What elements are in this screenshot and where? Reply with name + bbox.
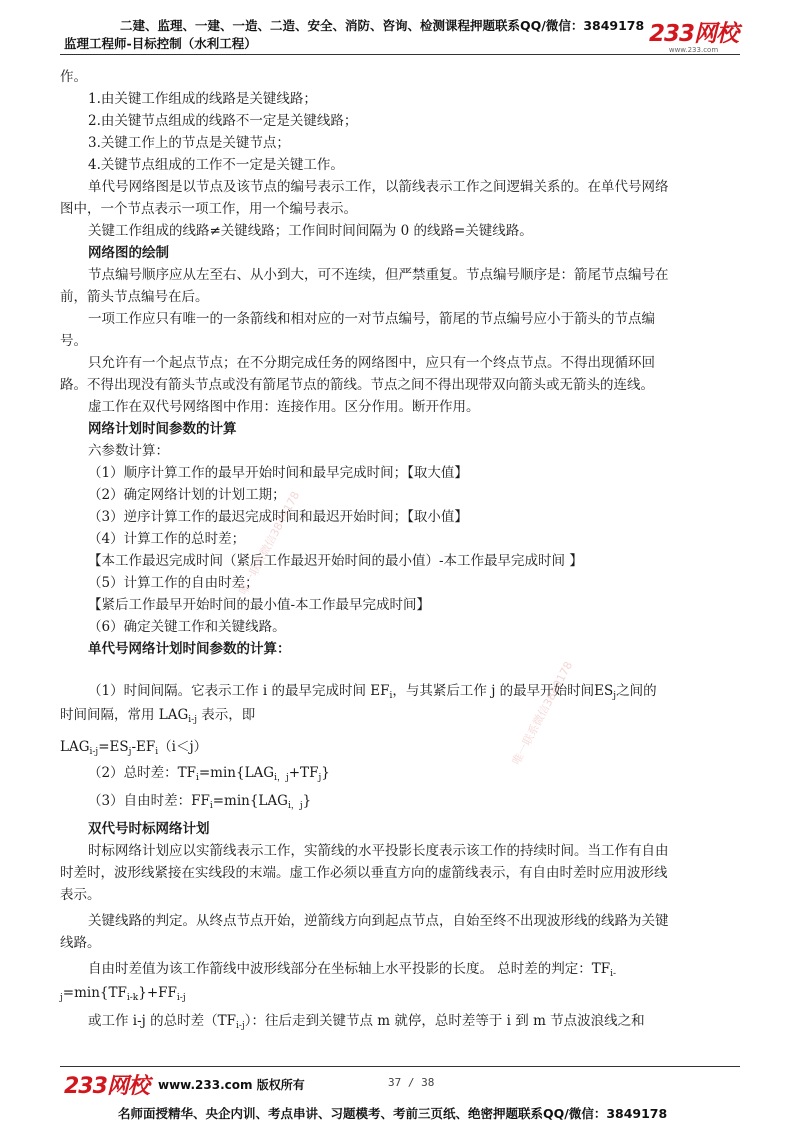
text-run: =min{TF — [62, 985, 127, 1001]
subscript: i-j — [176, 993, 186, 1003]
subscript: i — [195, 773, 199, 783]
text-run: （i＜j） — [158, 739, 208, 755]
section-heading: 单代号网络计划时间参数的计算： — [88, 641, 291, 657]
list-item: 3.关键工作上的节点是关键节点； — [88, 135, 290, 151]
subscript: i-j — [89, 747, 99, 757]
section-heading: 双代号时标网络计划 — [88, 821, 210, 837]
paragraph-line: 只允许有一个起点节点；在不分期完成任务的网络图中，应只有一个终点节点。不得出现循环回 — [88, 355, 655, 371]
brand-logo — [649, 22, 738, 54]
paragraph-line: 节点编号顺序应从左至右、从小到大，可不连续，但严禁重复。节点编号顺序是：箭尾节点编号在 — [88, 267, 669, 283]
text-run: 时间间隔，常用 LAG — [60, 707, 189, 723]
subscript: i — [209, 801, 213, 811]
subscript: i-j — [188, 715, 198, 725]
subscript: i，j — [274, 773, 289, 783]
text-run: =ES — [98, 739, 129, 755]
subscript: j — [613, 691, 617, 701]
paragraph-line — [60, 680, 768, 702]
paragraph-line: 时差时，波形线紧接在实线段的末端。虚工作必须以垂直方向的虚箭线表示，有自由时差时应用波形线 — [60, 865, 668, 881]
page-number: 37 / 38 — [388, 1076, 435, 1089]
formula-line — [60, 736, 740, 758]
text-run: LAG — [60, 739, 90, 755]
paragraph-line: 六参数计算： — [88, 443, 169, 459]
list-item: （4）计算工作的总时差； — [88, 531, 246, 547]
paragraph-line: 表示。 — [60, 887, 101, 903]
formula-line — [60, 762, 768, 784]
text-run: } — [302, 793, 312, 809]
text-run: }+FF — [138, 985, 177, 1001]
paragraph-line: 一项工作应只有唯一的一条箭线和相对应的一对节点编号，箭尾的节点编号应小于箭头的节点编 — [88, 311, 655, 327]
list-item: （5）计算工作的自由时差； — [88, 575, 259, 591]
text-run: ）：往后走到关键节点 m 就停，总时差等于 i 到 m 节点波浪线之和 — [244, 1013, 645, 1029]
text-run: 或工作 i-j 的总时差（TF — [88, 1013, 237, 1029]
section-heading: 网络图的绘制 — [88, 245, 169, 261]
text-run: （3）自由时差：FF — [88, 793, 210, 809]
list-item: （6）确定关键工作和关键线路。 — [88, 619, 286, 635]
formula-note: 【本工作最迟完成时间（紧后工作最迟开始时间的最小值）-本工作最早完成时间 】 — [88, 553, 583, 569]
paragraph-line — [60, 958, 768, 980]
footer-contact-line: 名师面授精华、央企内训、考点串讲、习题模考、考前三页纸、绝密押题联系QQ/微信：3849178 — [118, 1106, 668, 1121]
subscript: i-j — [236, 1021, 245, 1031]
text-run: （1）时间间隔。它表示工作 i 的最早完成时间 EF — [88, 683, 390, 699]
footer-divider — [60, 1066, 740, 1067]
paragraph-line: 图中，一个节点表示一项工作，用一个编号表示。 — [60, 201, 357, 217]
subscript: i — [155, 747, 159, 757]
document-subtitle: 监理工程师-目标控制（水利工程） — [64, 36, 257, 51]
brand-logo-url: www.233.com — [668, 46, 719, 54]
list-item: 1.由关键工作组成的线路是关键线路； — [88, 91, 317, 107]
subscript: j — [60, 993, 63, 1003]
formula-note: 【紧后工作最早开始时间的最小值-本工作最早完成时间】 — [88, 597, 431, 613]
paragraph-line: 线路。 — [60, 935, 101, 951]
list-item: 2.由关键节点组成的线路不一定是关键线路； — [88, 113, 358, 129]
paragraph-line: 路。不得出现没有箭头节点或没有箭尾节点的箭线。节点之间不得出现带双向箭头或无箭头的连线。 — [60, 377, 654, 393]
header-contact-line: 二建、监理、一建、一造、二造、安全、消防、咨询、检测课程押题联系QQ/微信：3849178 — [120, 18, 645, 33]
subscript: i — [389, 691, 393, 701]
list-item: （2）确定网络计划的计划工期； — [88, 487, 286, 503]
brand-logo-mark: 233网校 — [648, 21, 738, 47]
list-item: （1）顺序计算工作的最早开始时间和最早完成时间；【取大值】 — [88, 465, 468, 481]
list-item: 4.关键节点组成的工作不一定是关键工作。 — [88, 157, 344, 173]
text-run: 自由时差值为该工作箭线中波形线部分在坐标轴上水平投影的长度。 总时差的判定：TF — [88, 961, 611, 977]
watermark: 唯一联系微信3849178 — [236, 489, 303, 598]
paragraph-line — [60, 1010, 768, 1032]
text-run: =min{LAG — [212, 793, 288, 809]
text-run: +TF — [288, 765, 319, 781]
text-run: 之间的 — [616, 683, 657, 699]
subscript: i，j — [287, 801, 303, 811]
paragraph-line — [60, 704, 740, 726]
text-run: -EF — [131, 739, 156, 755]
watermark: 唯一联系微信3849178 — [509, 659, 576, 768]
text-run: } — [321, 765, 330, 781]
list-item: （3）逆序计算工作的最迟完成时间和最迟开始时间；【取小值】 — [88, 509, 468, 525]
header-divider — [60, 54, 740, 55]
subscript: j — [128, 747, 132, 757]
paragraph-line: 前，箭头节点编号在后。 — [60, 289, 209, 305]
text-run: ，与其紧后工作 j 的最早开始时间ES — [392, 683, 614, 699]
formula-line — [60, 790, 768, 812]
paragraph-line: 时标网络计划应以实箭线表示工作，实箭线的水平投影长度表示该工作的持续时间。当工作有自由 — [88, 843, 669, 859]
text-run: =min{LAG — [198, 765, 275, 781]
formula-line — [60, 982, 740, 1004]
text-run: 表示，即 — [197, 707, 256, 723]
footer-logo: 233网校 — [64, 1074, 149, 1099]
paragraph-line: 号。 — [60, 333, 87, 349]
text-line: 作。 — [60, 69, 87, 85]
subscript: i-k — [126, 993, 139, 1003]
text-run: （2）总时差：TF — [88, 765, 196, 781]
footer-copyright: www.233.com 版权所有 — [158, 1078, 305, 1092]
subscript: j — [318, 773, 322, 783]
paragraph-line: 虚工作在双代号网络图中作用：连接作用。区分作用。断开作用。 — [88, 399, 480, 415]
paragraph-line: 关键线路的判定。从终点节点开始，逆箭线方向到起点节点，自始至终不出现波形线的线路为关键 — [88, 913, 669, 929]
subscript: i- — [610, 969, 617, 979]
section-heading: 网络计划时间参数的计算 — [88, 421, 237, 437]
paragraph-line: 关键工作组成的线路≠关键线路；工作间时间间隔为 0 的线路=关键线路。 — [88, 223, 533, 239]
paragraph-line: 单代号网络图是以节点及该节点的编号表示工作，以箭线表示工作之间逻辑关系的。在单代号网络 — [88, 179, 669, 195]
